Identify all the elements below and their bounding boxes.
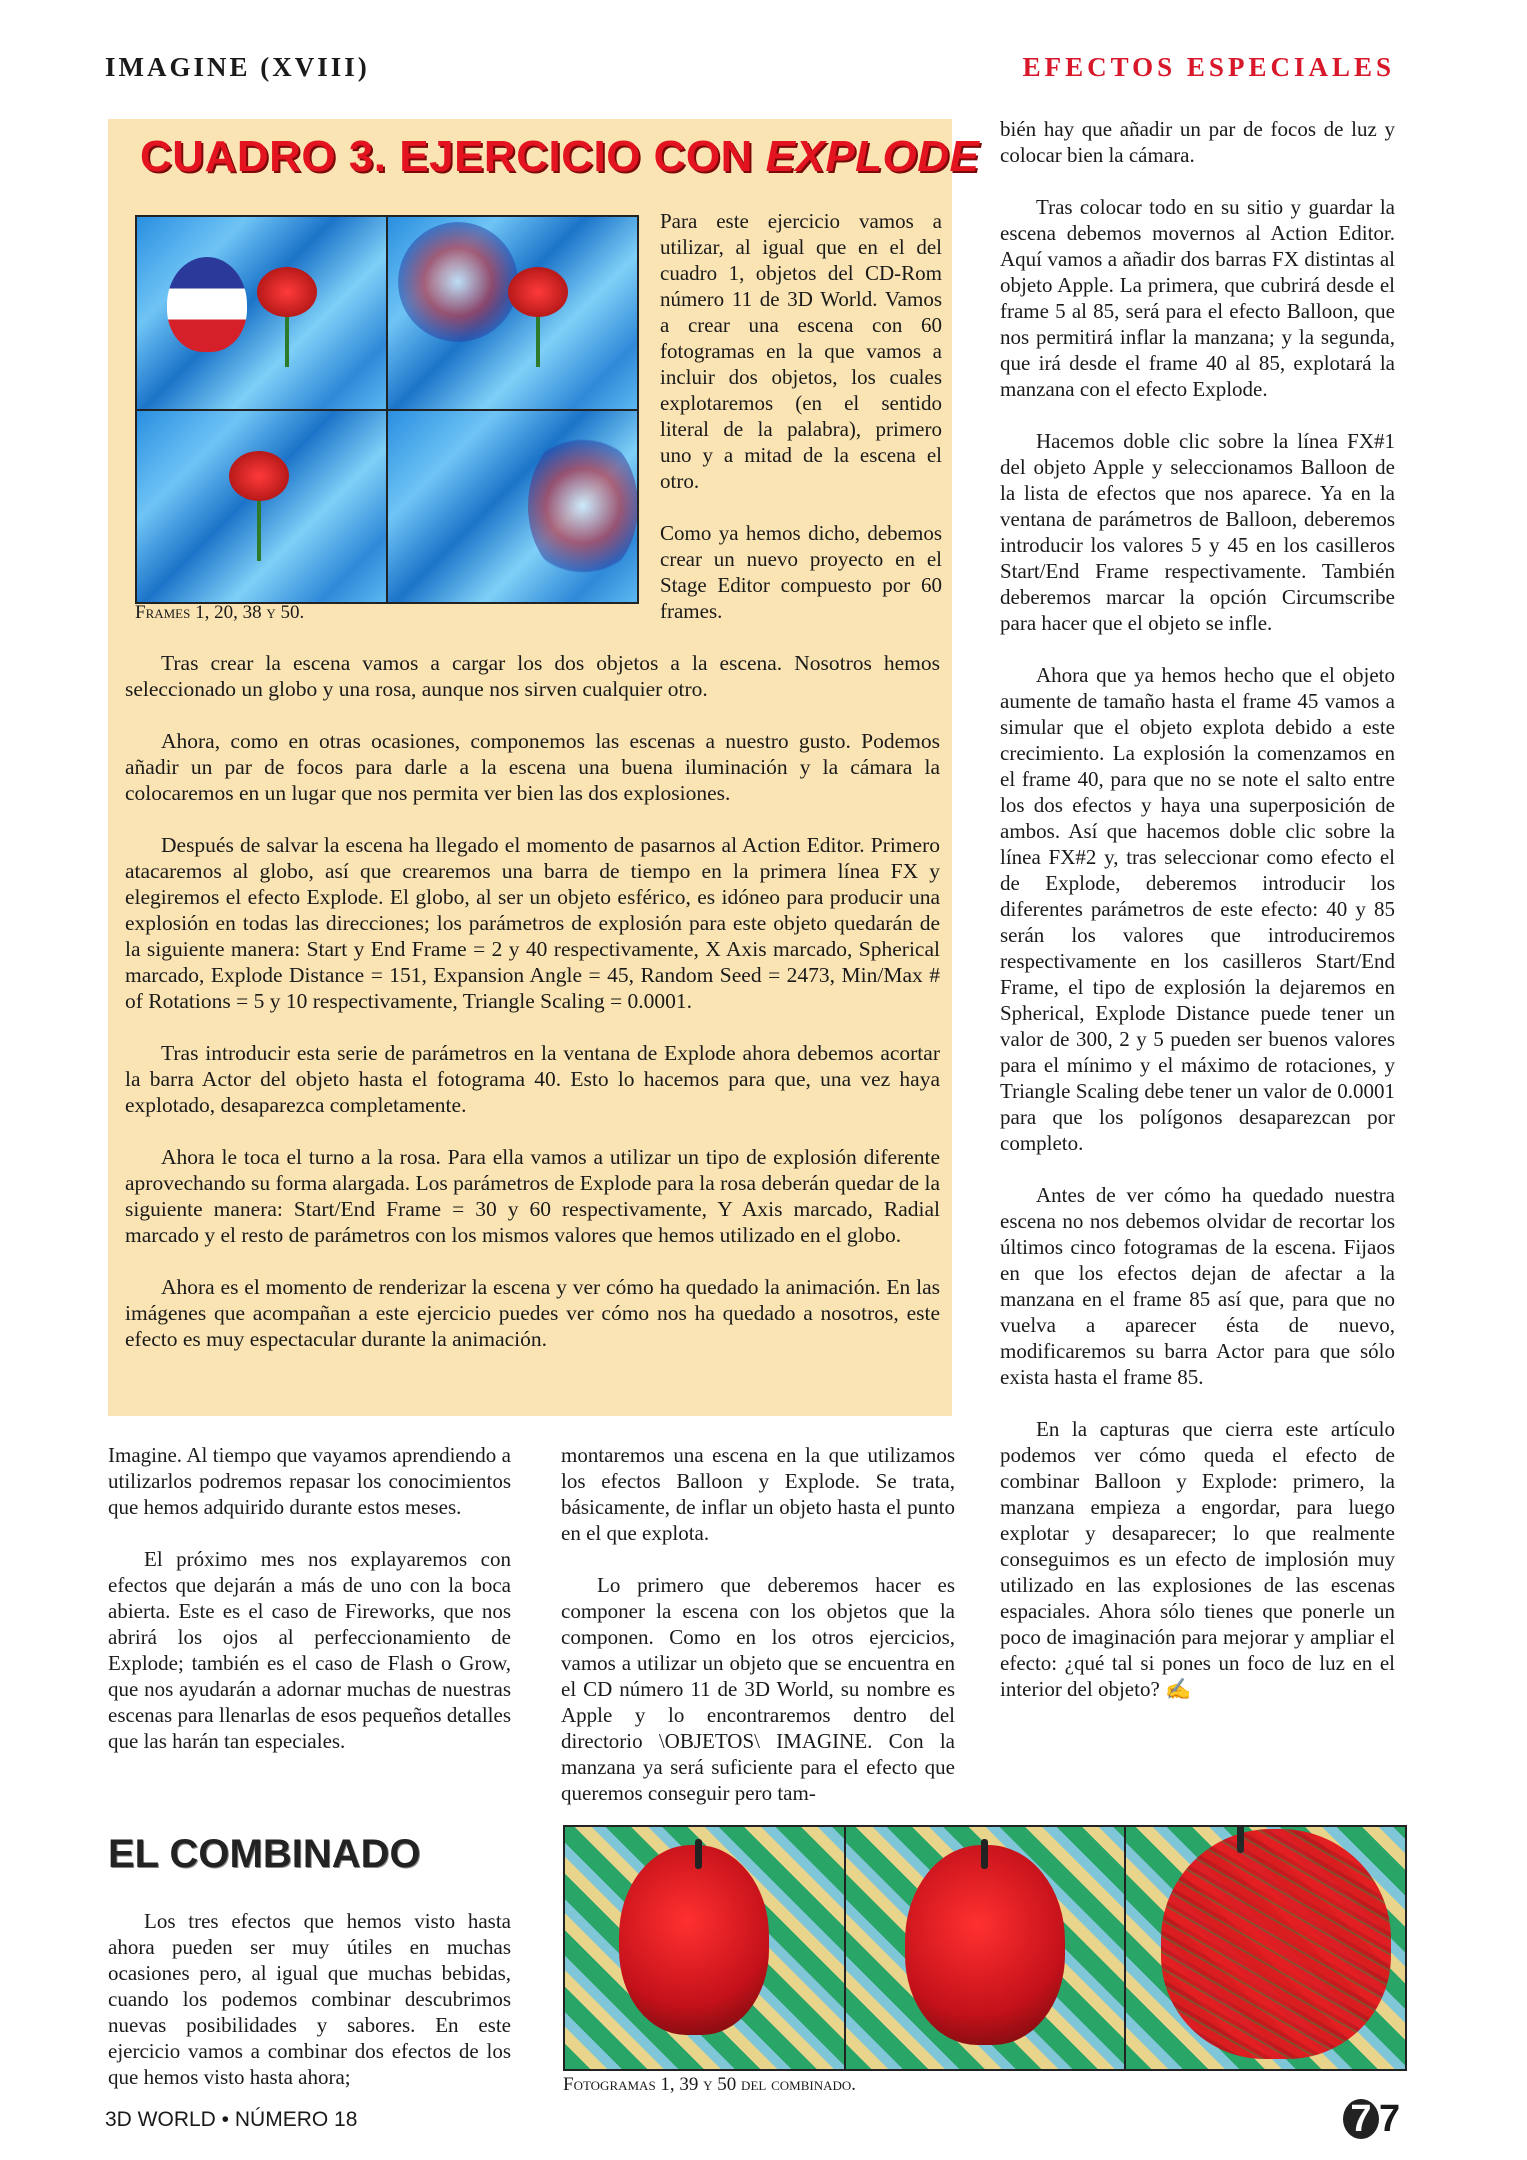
rose-illustration	[229, 451, 289, 501]
box-paragraph: Después de salvar la escena ha llegado el momento de pasarnos al Action Editor. Primero atacaremos al globo, así que crearemos una barra de tiempo en la primera línea FX y elegiremos el efecto Explode. El globo, al ser un objeto esférico, es idóneo para producir una explosión en todas las direcciones; los parámetros de explosión para este objeto quedarán de la siguiente manera: Start y End Frame = 2 y 40 respectivamente, X Axis marcado, Spherical marcado, Explode Distance = 151, Expansion Angle = 45, Random Seed = 2473, Min/Max # of Rotations = 5 y 10 respectivamente, Triangle Scaling = 0.0001.	[125, 833, 940, 1013]
box-side-text	[660, 208, 942, 650]
article-paragraph: Los tres efectos que hemos visto hasta ahora pueden ser muy útiles en muchas ocasiones pero, al igual que muchas bebidas, cuando los podemos combinar descubrimos nuevas posibilidades y sabores. En este ejercicio vamos a combinar dos efectos de los que hemos visto hasta ahora;	[108, 1909, 511, 2089]
rose-stem	[257, 491, 261, 561]
balloon-illustration	[167, 257, 247, 352]
rose-explosion	[528, 431, 637, 581]
article-paragraph: Tras colocar todo en su sitio y guardar la escena debemos movernos al Action Editor. Aquí vamos a añadir dos barras FX distintas al objeto Apple. La primera, que cubrirá desde el frame 5 al 85, será para el efecto Balloon, que nos permitirá inflar la manzana; y la segunda, que irá desde el frame 40 al 85, explotará la manzana con el efecto Explode.	[1000, 195, 1395, 401]
running-header-left: IMAGINE (XVIII)	[105, 52, 370, 82]
apple-frames-image	[563, 1825, 1407, 2071]
rose-illustration	[508, 267, 568, 317]
footer-publication: 3D WORLD • NÚMERO 18	[105, 2108, 358, 2131]
apple-illustration	[905, 1845, 1065, 2045]
exploding-apple-illustration	[1161, 1829, 1391, 2059]
apple-frame-50	[1126, 1827, 1405, 2069]
frame-50-image	[388, 411, 637, 603]
section-heading: EL COMBINADO	[108, 1832, 421, 1876]
article-paragraph: En la capturas que cierra este artículo podemos ver cómo queda el efecto de combinar Balloon y Explode: primero, la manzana empieza a engordar, para luego explotar y desaparecer; lo que realmente conseguimos es un efecto de implosión muy utilizado en las explosiones de las escenas espaciales. Ahora sólo tienes que ponerle un poco de imaginación para mejorar y ampliar el efecto: ¿qué tal si pones un foco de luz en el interior del objeto? ✍	[1000, 1417, 1395, 1701]
page-number	[1343, 2098, 1400, 2141]
apple-frame-1	[565, 1827, 844, 2069]
page-number-digit-circled: 7	[1343, 2099, 1379, 2139]
right-column	[1000, 116, 1395, 1728]
box-side-paragraph: Como ya hemos dicho, debemos crear un nuevo proyecto en el Stage Editor compuesto por 60 frames.	[660, 521, 942, 623]
box-paragraph: Ahora le toca el turno a la rosa. Para ella vamos a utilizar un tipo de explosión diferente aprovechando su forma alargada. Los parámetros de Explode para la rosa deberán quedar de la siguiente manera: Start/End Frame = 30 y 60 respectivamente, Y Axis marcado, Radial marcado y el resto de parámetros con los mismos valores que hemos utilizado en el globo.	[125, 1145, 940, 1247]
rose-illustration	[257, 267, 317, 317]
box-paragraph: Ahora es el momento de renderizar la escena y ver cómo ha quedado la animación. En las imágenes que acompañan a este ejercicio puedes ver cómo nos ha quedado a nosotros, este efecto es muy espectacular durante la animación.	[125, 1275, 940, 1351]
article-paragraph: Lo primero que deberemos hacer es componer la escena con los objetos que la componen. Como en los otros ejercicios, vamos a utilizar un objeto que se encuentra en el CD número 11 de 3D World, su nombre es Apple y lo encontraremos dentro del directorio \OBJETOS\ IMAGINE. Con la manzana ya será suficiente para el efecto que queremos conseguir pero tam-	[561, 1573, 955, 1805]
running-header-section: EFECTOS ESPECIALES	[1022, 52, 1395, 82]
box-paragraph: Ahora, como en otras ocasiones, componemos las escenas a nuestro gusto. Podemos añadir un par de focos para darle a la escena una buena iluminación y la cámara la colocaremos en un lugar que nos permita ver bien las dos explosiones.	[125, 729, 940, 805]
frame-38-image	[137, 411, 386, 603]
section-text	[108, 1908, 511, 2116]
article-paragraph: Antes de ver cómo ha quedado nuestra escena no nos debemos olvidar de recortar los últimos cinco fotogramas de la escena. Fijaos en que los efectos dejan de afectar a la manzana en el frame 85 así que, para que no vuelva a aparecer ésta de nuevo, modificaremos su barra Actor para que sólo exista hasta el frame 85.	[1000, 1183, 1395, 1389]
article-paragraph: Hacemos doble clic sobre la línea FX#1 del objeto Apple y seleccionamos Balloon de la lista de efectos que nos aparece. Ya en la ventana de parámetros de Balloon, deberemos introducir los valores 5 y 45 en los casilleros Start/End Frame respectivamente. También deberemos marcar la opción Circumscribe para hacer que el objeto se infle.	[1000, 429, 1395, 635]
frames-image-grid	[135, 215, 639, 604]
frames-caption: Frames 1, 20, 38 y 50.	[135, 602, 305, 623]
box-title-italic: EXPLODE	[765, 132, 980, 181]
frame-1-image	[137, 217, 386, 409]
article-paragraph: Imagine. Al tiempo que vayamos aprendiendo a utilizarlos podremos repasar los conocimientos que hemos adquirido durante estos meses.	[108, 1443, 511, 1519]
apple-frame-39	[846, 1827, 1125, 2069]
article-paragraph: Ahora que ya hemos hecho que el objeto aumente de tamaño hasta el frame 45 vamos a simular que el objeto explota debido a este crecimiento. La explosión la comenzamos en el frame 40, para que no se note el salto entre los dos efectos y haya una superposición de ambos. Así que hacemos doble clic sobre la línea FX#2 y, tras seleccionar como efecto el de Explode, deberemos introducir los diferentes parámetros de este efecto: 40 y 85 serán los valores que introduciremos respectivamente en los casilleros Start/End Frame, el tipo de explosión la dejaremos en Spherical, Explode Distance puede tener un valor de 300, 2 y 5 pueden ser buenos valores para el mínimo y el máximo de rotaciones, y Triangle Scaling debe tener un valor de 0.0001 para que los polígonos desaparezcan por completo.	[1000, 663, 1395, 1155]
balloon-explosion	[398, 222, 518, 342]
article-paragraph: El próximo mes nos explayaremos con efectos que dejarán a más de uno con la boca abierta. Este es el caso de Fireworks, que nos abrirá los ojos al perfeccionamiento de Explode; también es el caso de Flash o Grow, que nos ayudarán a adornar muchas de nuestras escenas para llenarlas de esos pequeños detalles que las harán tan especiales.	[108, 1547, 511, 1753]
box-body-text	[125, 650, 940, 1378]
box-paragraph: Tras introducir esta serie de parámetros en la ventana de Explode ahora debemos acortar la barra Actor del objeto hasta el fotograma 40. Esto lo hacemos para que, una vez haya explotado, desaparezca completamente.	[125, 1041, 940, 1117]
apple-frames-caption: Fotogramas 1, 39 y 50 del combinado.	[563, 2074, 857, 2095]
box-paragraph: Tras crear la escena vamos a cargar los dos objetos a la escena. Nosotros hemos seleccionado un globo y una rosa, aunque nos sirven cualquier otro.	[125, 651, 940, 701]
page-number-digit: 7	[1379, 2098, 1401, 2140]
middle-column	[561, 1442, 955, 1832]
box-side-paragraph: Para este ejercicio vamos a utilizar, al igual que en el del cuadro 1, objetos del CD-Rom número 11 de 3D World. Vamos a crear una escena con 60 fotogramas en la que vamos a incluir dos objetos, los cuales explotaremos (en el sentido literal de la palabra), primero uno y a mitad de la escena el otro.	[660, 209, 942, 493]
box-title	[140, 132, 979, 182]
article-paragraph: montaremos una escena en la que utilizamos los efectos Balloon y Explode. Se trata, básicamente, de inflar un objeto hasta el punto en el que explota.	[561, 1443, 955, 1545]
article-paragraph: bién hay que añadir un par de focos de luz y colocar bien la cámara.	[1000, 117, 1395, 167]
apple-illustration	[619, 1845, 769, 2035]
frame-20-image	[388, 217, 637, 409]
left-column	[108, 1442, 511, 1780]
box-title-main: CUADRO 3. EJERCICIO CON	[140, 132, 766, 181]
